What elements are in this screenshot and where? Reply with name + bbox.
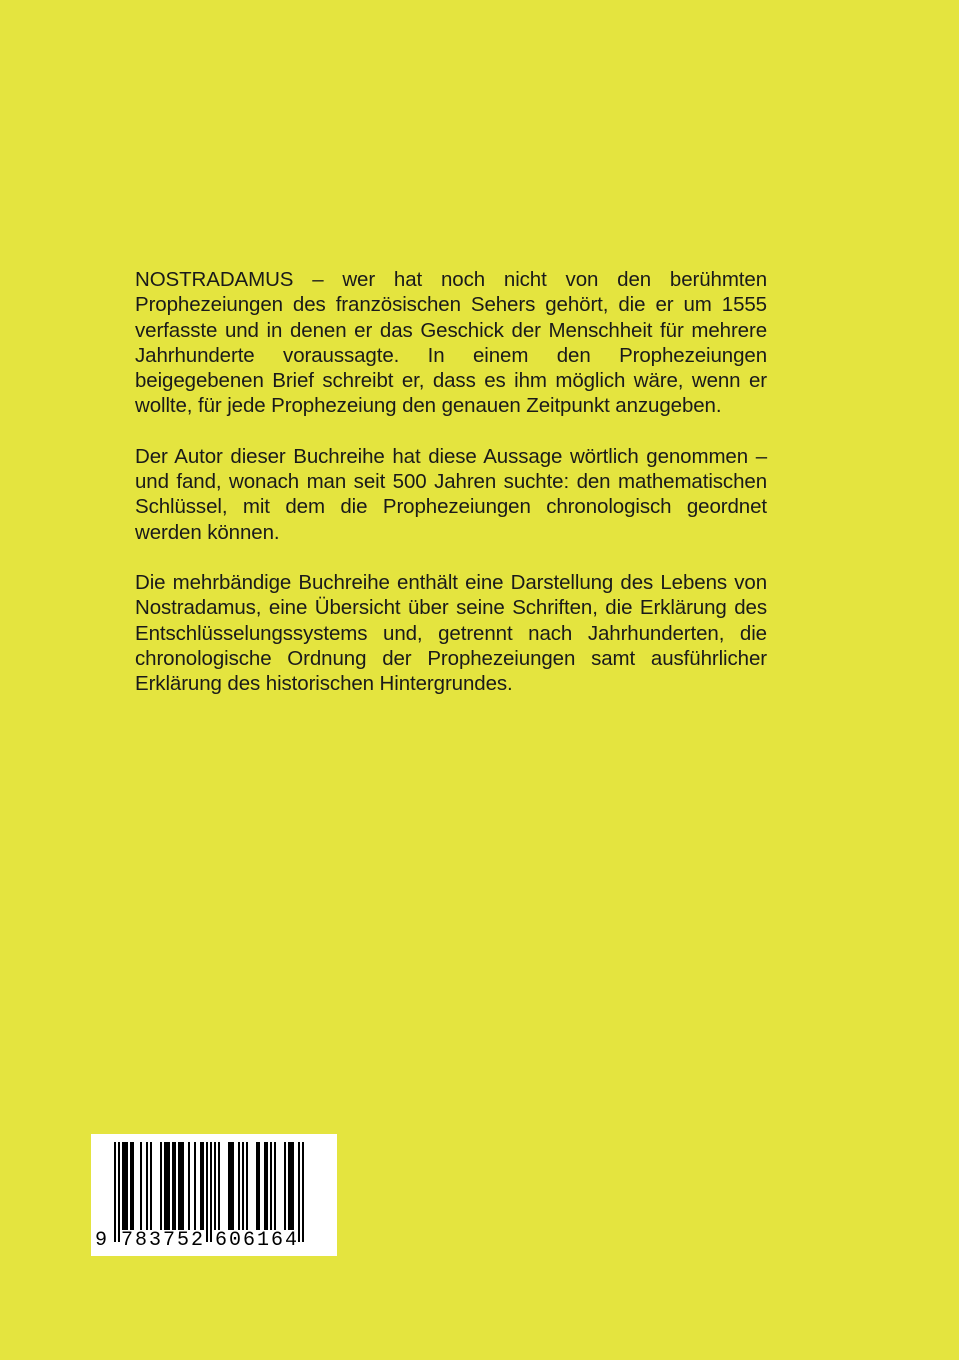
barcode-bar	[130, 1142, 132, 1230]
isbn-digit: 2	[191, 1229, 204, 1252]
barcode-bar	[238, 1142, 240, 1230]
barcode-bar	[124, 1142, 126, 1230]
barcode-bar	[270, 1142, 272, 1230]
isbn-digit: 9	[95, 1229, 108, 1252]
isbn-digit: 5	[177, 1229, 190, 1252]
barcode-bar	[274, 1142, 276, 1230]
barcode-bar	[210, 1142, 212, 1242]
barcode-bar	[166, 1142, 168, 1230]
barcode-bar	[160, 1142, 162, 1230]
barcode-bar	[284, 1142, 286, 1230]
isbn-digit: 4	[285, 1229, 298, 1252]
barcode-bar	[118, 1142, 120, 1242]
isbn-digit: 8	[135, 1229, 148, 1252]
barcode-bar	[292, 1142, 294, 1230]
barcode-bar	[242, 1142, 244, 1230]
barcode-bar	[168, 1142, 170, 1230]
barcode-bar	[206, 1142, 208, 1242]
barcode-bar	[264, 1142, 266, 1230]
barcode-bar	[232, 1142, 234, 1230]
barcode-bar	[298, 1142, 300, 1242]
barcode-bar	[194, 1142, 196, 1230]
isbn-barcode	[91, 1134, 337, 1256]
blurb-paragraph-1: NOSTRADAMUS – wer hat noch nicht von den berühmten Prophezeiungen des französischen Sehers gehört, die er um 1555 verfasste und in denen er das Geschick der Menschheit für mehrere Jahrhunderte voraussagte. In einem den Prophezeiungen beigegebenen Brief schreibt er, dass es ihm möglich wäre, wenn er wollte, für jede Prophezeiung den genauen Zeitpunkt anzugeben.	[135, 268, 767, 418]
barcode-bar	[180, 1142, 182, 1230]
barcode-bar	[122, 1142, 124, 1230]
blurb-paragraph-3: Die mehrbändige Buchreihe enthält eine Darstellung des Lebens von Nostradamus, eine Übersicht über seine Schriften, die Erklärung des Entschlüsselungssystems und, getrennt nach Jahrhunderten, die chronologische Ordnung der Prophezeiungen samt ausführlicher Erklärung des historischen Hintergrundes.	[135, 570, 767, 696]
barcode-bar	[126, 1142, 128, 1230]
barcode-bar	[132, 1142, 134, 1230]
barcode-bar	[164, 1142, 166, 1230]
barcode-bar	[218, 1142, 220, 1230]
barcode-bar	[146, 1142, 148, 1230]
barcode-bar	[302, 1142, 304, 1242]
isbn-digit: 1	[257, 1229, 270, 1252]
barcode-bar	[290, 1142, 292, 1230]
barcode-bar	[228, 1142, 230, 1230]
barcode-bar	[246, 1142, 248, 1230]
barcode-bar	[230, 1142, 232, 1230]
barcode-bar	[258, 1142, 260, 1230]
isbn-digit: 7	[121, 1229, 134, 1252]
isbn-digit: 6	[243, 1229, 256, 1252]
isbn-digit: 7	[163, 1229, 176, 1252]
barcode-bar	[140, 1142, 142, 1230]
isbn-digit: 6	[215, 1229, 228, 1252]
isbn-digit: 3	[149, 1229, 162, 1252]
barcode-bar	[214, 1142, 216, 1230]
back-cover-blurb	[135, 267, 767, 721]
barcode-bar	[114, 1142, 116, 1242]
barcode-bar	[172, 1142, 174, 1230]
barcode-bar	[150, 1142, 152, 1230]
barcode-bar	[288, 1142, 290, 1230]
barcode-bar	[200, 1142, 202, 1230]
barcode-bar	[256, 1142, 258, 1230]
isbn-digit: 0	[229, 1229, 242, 1252]
barcode-bar	[266, 1142, 268, 1230]
blurb-paragraph-2: Der Autor dieser Buchreihe hat diese Aussage wörtlich genommen – und fand, wonach man seit 500 Jahren suchte: den mathematischen Schlüssel, mit dem die Prophezeiungen chronologisch geordnet werden können.	[135, 444, 767, 544]
barcode-bar	[182, 1142, 184, 1230]
barcode-bar	[202, 1142, 204, 1230]
isbn-number	[91, 1230, 337, 1252]
isbn-digit: 6	[271, 1229, 284, 1252]
barcode-bar	[178, 1142, 180, 1230]
barcode-bar	[188, 1142, 190, 1230]
barcode-bar	[174, 1142, 176, 1230]
